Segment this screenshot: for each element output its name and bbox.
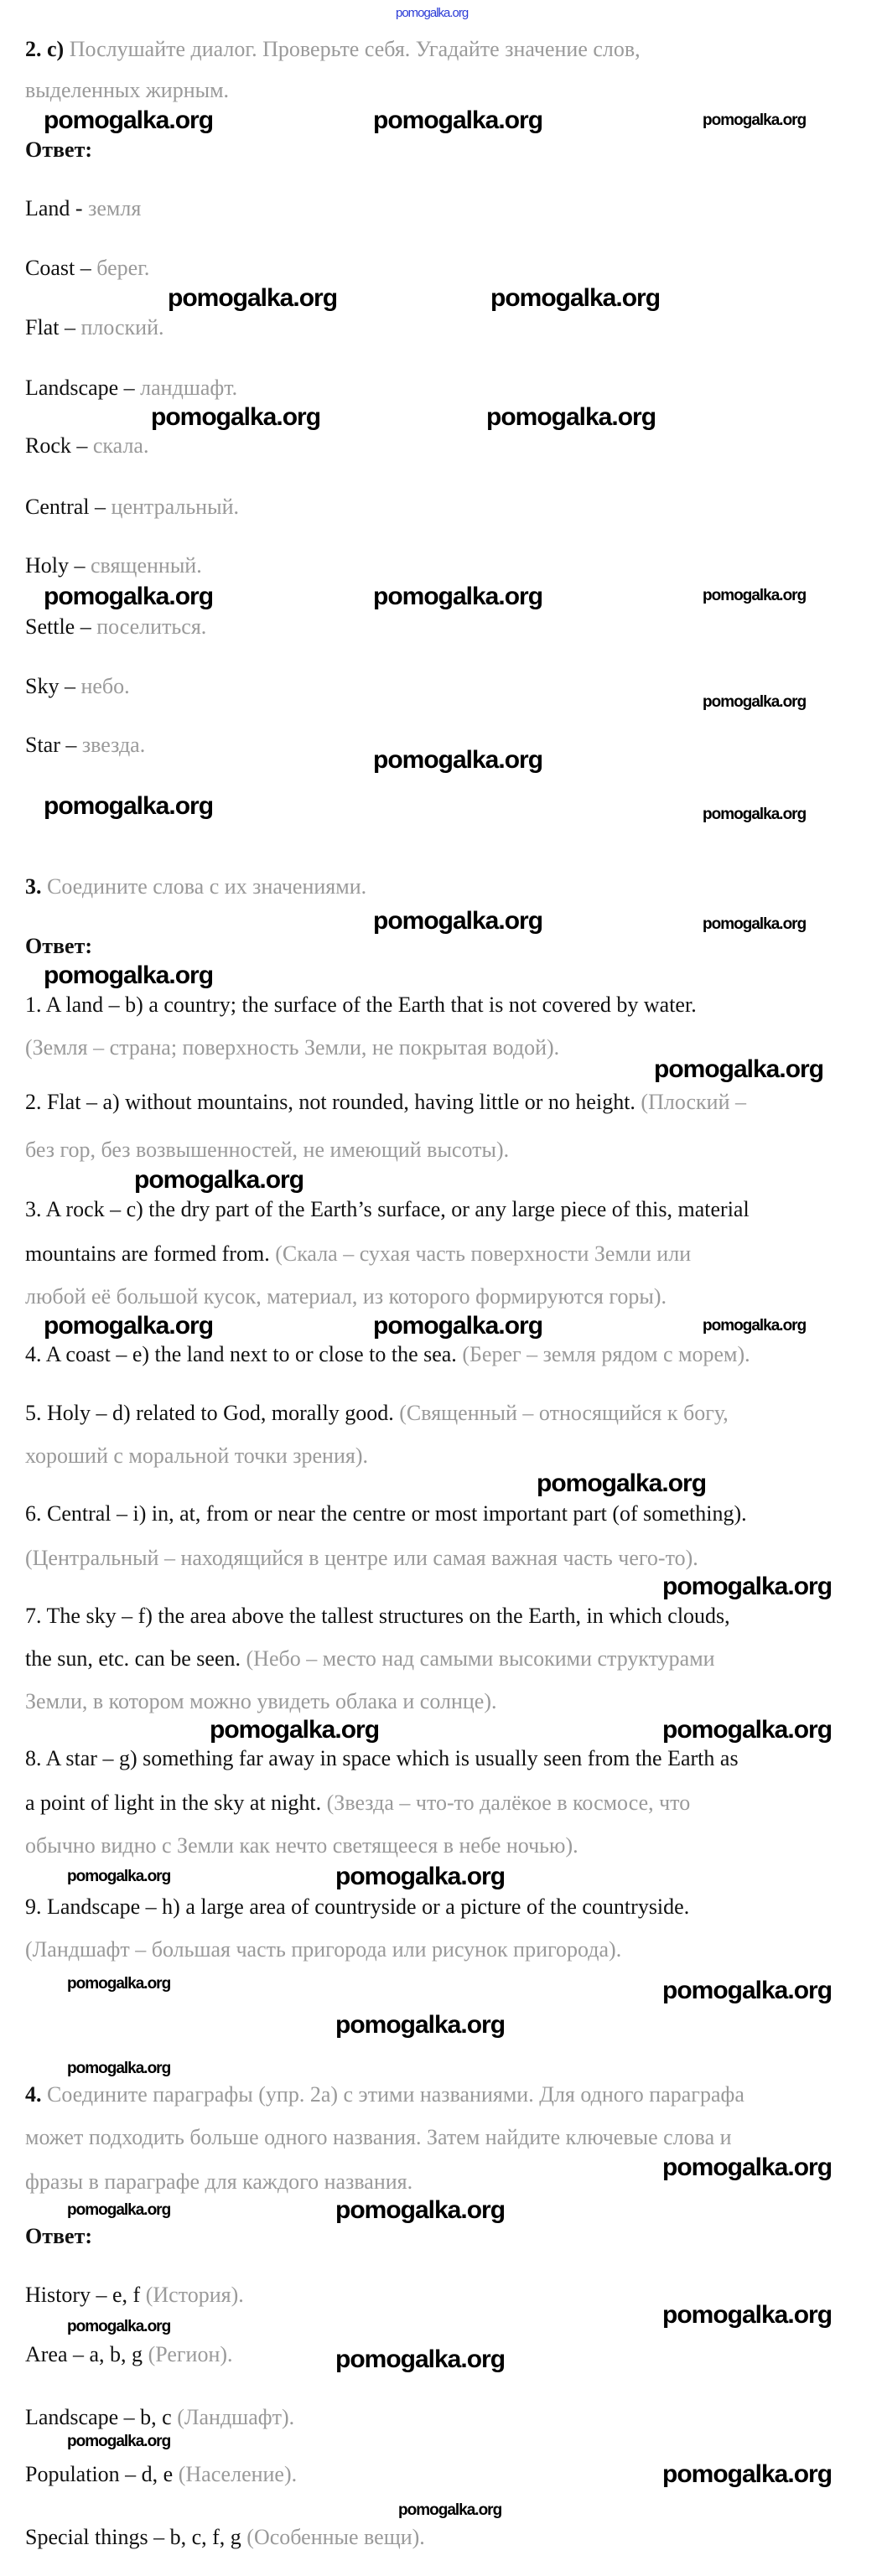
watermark: pomogalka.org xyxy=(398,2501,502,2519)
russian-translation: (Особенные вещи). xyxy=(246,2525,425,2549)
russian-translation: (Центральный – находящийся в центре или самая важная часть чего-то). xyxy=(25,1546,698,1570)
answer-line xyxy=(25,1546,698,1571)
watermark: pomogalka.org xyxy=(44,106,214,134)
vocab-word: Coast – xyxy=(25,256,97,280)
task-instruction: выделенных жирным. xyxy=(25,78,230,102)
task-number: 3. xyxy=(25,874,42,899)
vocab-translation: ландшафт. xyxy=(140,376,238,400)
vocab-word: Flat – xyxy=(25,315,81,339)
answer-line xyxy=(25,1646,715,1672)
russian-translation: (Ландшафт). xyxy=(177,2405,295,2429)
answer-label xyxy=(25,934,92,959)
watermark: pomogalka.org xyxy=(662,2301,833,2329)
russian-translation: (Население). xyxy=(178,2462,298,2486)
vocab-translation: поселиться. xyxy=(96,614,207,639)
russian-translation: Земли, в котором можно увидеть облака и солнце). xyxy=(25,1689,497,1713)
answer-label: Ответ: xyxy=(25,137,93,162)
english-text: the sun, etc. can be seen. xyxy=(25,1646,246,1671)
russian-translation: любой её большой кусок, материал, из которого формируются горы). xyxy=(25,1284,667,1309)
russian-translation: (История). xyxy=(145,2283,244,2307)
vocab-item xyxy=(25,495,239,520)
task-4-instruction-cont xyxy=(25,2169,412,2195)
answer-line xyxy=(25,1241,691,1267)
watermark: pomogalka.org xyxy=(44,792,214,820)
task-2c-instruction-cont xyxy=(25,78,229,103)
english-text: 1. A land – b) a country; the surface of the Earth that is not covered by water. xyxy=(25,993,697,1017)
watermark: pomogalka.org xyxy=(335,1863,506,1890)
watermark: pomogalka.org xyxy=(703,693,807,711)
task-2c-heading xyxy=(25,37,641,62)
english-text: 8. A star – g) something far away in space which is usually seen from the Earth as xyxy=(25,1746,739,1770)
answer-line xyxy=(25,1090,746,1115)
watermark: pomogalka.org xyxy=(335,2196,506,2224)
answer-line xyxy=(25,1501,747,1526)
watermark: pomogalka.org xyxy=(335,2345,506,2373)
answer-item xyxy=(25,2405,294,2430)
watermark: pomogalka.org xyxy=(44,961,214,989)
vocab-word: Rock – xyxy=(25,433,93,458)
task-number: 2. c) xyxy=(25,37,65,61)
russian-translation: (Священный – относящийся к богу, xyxy=(399,1401,729,1425)
vocab-translation: земля xyxy=(88,196,142,220)
answer-line xyxy=(25,1604,730,1629)
watermark: pomogalka.org xyxy=(44,1312,214,1340)
task-instruction: Послушайте диалог. Проверьте себя. Угадайте значение слов, xyxy=(69,37,641,61)
watermark: pomogalka.org xyxy=(67,1868,171,1885)
answer-label: Ответ: xyxy=(25,2224,93,2248)
vocab-translation: скала. xyxy=(92,433,149,458)
watermark: pomogalka.org xyxy=(703,1317,807,1335)
answer-item xyxy=(25,2342,233,2367)
english-text: 7. The sky – f) the area above the tallest structures on the Earth, in which clouds, xyxy=(25,1604,730,1628)
watermark: pomogalka.org xyxy=(373,583,543,610)
answer-item xyxy=(25,2283,244,2308)
answer-line xyxy=(25,1401,729,1426)
vocab-translation: плоский. xyxy=(80,315,164,339)
english-text: 5. Holy – d) related to God, morally good. xyxy=(25,1401,400,1425)
vocab-word: Central – xyxy=(25,495,112,519)
watermark: pomogalka.org xyxy=(703,587,807,604)
task-4-instruction-cont xyxy=(25,2125,732,2150)
watermark: pomogalka.org xyxy=(373,1312,543,1340)
vocab-word: Landscape – xyxy=(25,376,141,400)
watermark: pomogalka.org xyxy=(335,2011,506,2039)
watermark: pomogalka.org xyxy=(373,746,543,774)
watermark: pomogalka.org xyxy=(67,2060,171,2077)
answer-label xyxy=(25,2224,92,2249)
title-letters: Landscape – b, c xyxy=(25,2405,178,2429)
answer-line xyxy=(25,1138,509,1163)
answer-label: Ответ: xyxy=(25,934,93,958)
answer-line xyxy=(25,1197,750,1222)
answer-line xyxy=(25,1791,690,1816)
vocab-item xyxy=(25,376,237,401)
watermark: pomogalka.org xyxy=(486,403,656,431)
vocab-translation: центральный. xyxy=(111,495,239,519)
answer-line xyxy=(25,993,697,1018)
watermark: pomogalka.org xyxy=(490,284,661,312)
vocab-word: Settle – xyxy=(25,614,97,639)
russian-translation: без гор, без возвышенностей, не имеющий высоты). xyxy=(25,1138,510,1162)
vocab-word: Star – xyxy=(25,733,82,757)
watermark: pomogalka.org xyxy=(168,284,338,312)
vocab-word: Land - xyxy=(25,196,89,220)
watermark: pomogalka.org xyxy=(44,583,214,610)
watermark: pomogalka.org xyxy=(703,806,807,823)
watermark: pomogalka.org xyxy=(396,6,469,20)
vocab-item xyxy=(25,733,145,758)
task-instruction: Соедините параграфы (упр. 2а) с этими названиями. Для одного параграфа xyxy=(47,2082,744,2107)
russian-translation: (Ландшафт – большая часть пригорода или рисунок пригорода). xyxy=(25,1937,622,1962)
title-letters: Area – a, b, g xyxy=(25,2342,148,2366)
answer-line xyxy=(25,1342,750,1367)
watermark: pomogalka.org xyxy=(373,907,543,935)
vocab-item xyxy=(25,196,141,221)
answer-line xyxy=(25,1746,739,1771)
watermark: pomogalka.org xyxy=(151,403,321,431)
russian-translation: (Регион). xyxy=(148,2342,233,2366)
russian-translation: (Звезда – что-то далёкое в космосе, что xyxy=(326,1791,691,1815)
russian-translation: (Скала – сухая часть поверхности Земли или xyxy=(275,1241,692,1266)
task-3-heading xyxy=(25,874,366,899)
task-4-heading xyxy=(25,2082,744,2107)
answer-label xyxy=(25,137,92,163)
task-number: 4. xyxy=(25,2082,42,2107)
answer-line xyxy=(25,1284,667,1309)
vocab-translation: небо. xyxy=(80,674,130,698)
watermark: pomogalka.org xyxy=(703,915,807,933)
vocab-translation: берег. xyxy=(96,256,150,280)
watermark: pomogalka.org xyxy=(67,2433,171,2450)
answer-line xyxy=(25,1833,578,1858)
english-text: 6. Central – i) in, at, from or near the centre or most important part (of something). xyxy=(25,1501,747,1526)
watermark: pomogalka.org xyxy=(662,2460,833,2488)
russian-translation: (Земля – страна; поверхность Земли, не покрытая водой). xyxy=(25,1035,560,1060)
vocab-item xyxy=(25,315,164,340)
watermark: pomogalka.org xyxy=(654,1055,824,1083)
vocab-item xyxy=(25,433,148,459)
watermark: pomogalka.org xyxy=(67,1975,171,1993)
task-instruction: может подходить больше одного названия. Затем найдите ключевые слова и xyxy=(25,2125,732,2149)
vocab-word: Holy – xyxy=(25,553,91,578)
watermark: pomogalka.org xyxy=(662,1573,833,1600)
vocab-translation: звезда. xyxy=(81,733,146,757)
russian-translation: обычно видно с Земли как нечто светящееся в небе ночью). xyxy=(25,1833,578,1858)
russian-translation: (Небо – место над самыми высокими структурами xyxy=(246,1646,715,1671)
english-text: mountains are formed from. xyxy=(25,1241,276,1266)
vocab-item xyxy=(25,674,130,699)
vocab-item xyxy=(25,256,149,281)
vocab-item xyxy=(25,614,206,640)
answer-line xyxy=(25,1443,368,1469)
answer-line xyxy=(25,1894,689,1920)
russian-translation: хороший с моральной точки зрения). xyxy=(25,1443,369,1468)
watermark: pomogalka.org xyxy=(210,1716,380,1744)
task-instruction: фразы в параграфе для каждого названия. xyxy=(25,2169,413,2194)
english-text: 4. A coast – e) the land next to or close to the sea. xyxy=(25,1342,463,1366)
english-text: 2. Flat – a) without mountains, not rounded, having little or no height. xyxy=(25,1090,641,1114)
watermark: pomogalka.org xyxy=(67,2318,171,2335)
title-letters: History – e, f xyxy=(25,2283,146,2307)
answer-line xyxy=(25,1689,496,1714)
watermark: pomogalka.org xyxy=(662,1977,833,2004)
watermark: pomogalka.org xyxy=(134,1166,304,1194)
watermark: pomogalka.org xyxy=(703,111,807,129)
english-text: 9. Landscape – h) a large area of countryside or a picture of the countryside. xyxy=(25,1894,690,1919)
english-text: a point of light in the sky at night. xyxy=(25,1791,327,1815)
vocab-item xyxy=(25,553,202,578)
russian-translation: (Берег – земля рядом с морем). xyxy=(462,1342,750,1366)
title-letters: Special things – b, c, f, g xyxy=(25,2525,247,2549)
watermark: pomogalka.org xyxy=(662,1716,833,1744)
task-instruction: Соедините слова с их значениями. xyxy=(47,874,367,899)
answer-item xyxy=(25,2462,297,2487)
answer-line xyxy=(25,1035,559,1060)
russian-translation: (Плоский – xyxy=(641,1090,746,1114)
watermark: pomogalka.org xyxy=(537,1469,707,1497)
answer-item xyxy=(25,2525,425,2550)
title-letters: Population – d, e xyxy=(25,2462,179,2486)
vocab-translation: священный. xyxy=(91,553,202,578)
watermark: pomogalka.org xyxy=(67,2201,171,2219)
answer-line xyxy=(25,1937,621,1962)
watermark: pomogalka.org xyxy=(373,106,543,134)
vocab-word: Sky – xyxy=(25,674,81,698)
watermark: pomogalka.org xyxy=(662,2154,833,2181)
english-text: 3. A rock – c) the dry part of the Earth’s surface, or any large piece of this, material xyxy=(25,1197,750,1221)
